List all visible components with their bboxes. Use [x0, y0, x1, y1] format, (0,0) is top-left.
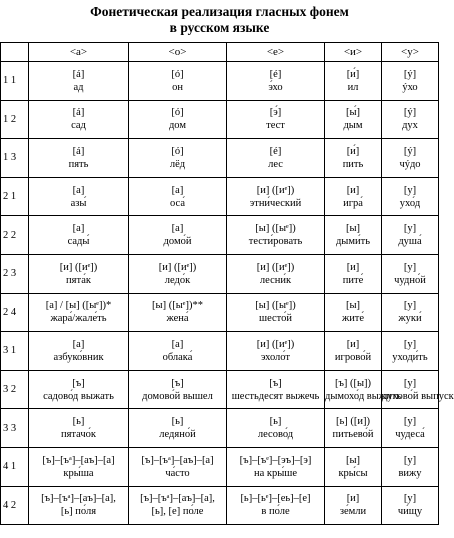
phonetic-transcription: [и] ([иᵉ]): [256, 184, 295, 196]
example-word: азы́: [70, 197, 87, 209]
row-number: 3 1: [1, 332, 29, 371]
table-cell: [382, 139, 439, 178]
example-word: ухо́д: [399, 197, 421, 209]
phonetic-transcription: [á]: [72, 68, 85, 80]
example-word: игрово́й: [334, 351, 372, 363]
table-cell: [29, 177, 129, 216]
example-word: дом: [168, 120, 187, 132]
example-word: тест: [266, 120, 285, 132]
example-word: ледяно́й: [159, 429, 196, 441]
phonetic-transcription: [ы]: [345, 454, 361, 466]
phonetic-transcription: [á]: [72, 145, 85, 157]
example-word: пить: [342, 158, 364, 170]
phonetic-transcription: [ь]: [72, 416, 85, 428]
table-cell: [29, 62, 129, 101]
table-cell: [325, 62, 382, 101]
example-word: эхоло́т: [261, 351, 290, 363]
example-word: жара́/жале́ть: [50, 313, 107, 325]
example-word: домо́й: [163, 236, 192, 248]
header-cell-i: <и>: [325, 43, 382, 62]
phonetic-transcription: [и́]: [346, 145, 360, 157]
phonetic-transcription: [ь]: [269, 416, 282, 428]
example-word: облака́: [162, 351, 193, 363]
table-cell: [227, 254, 325, 293]
table-cell: [325, 177, 382, 216]
table-cell: [129, 254, 227, 293]
header-cell-a: <а>: [29, 43, 129, 62]
example-word: ил: [347, 81, 359, 93]
header-row: [1, 43, 439, 62]
phonetic-transcription: [ь]: [171, 416, 184, 428]
example-word: пятачо́к: [60, 429, 97, 441]
table-cell: [129, 370, 227, 409]
phonetic-transcription: [ó]: [171, 68, 184, 80]
phonetic-transcription: [ь]–[ьᵉ]–[еь]–[е]: [240, 493, 311, 505]
phonetic-transcription: [ý]: [403, 107, 417, 119]
phonetic-transcription: [ó]: [171, 107, 184, 119]
example-word: чудно́й: [394, 274, 426, 286]
phonetic-transcription: [у]: [403, 338, 417, 350]
row-number: 3 2: [1, 370, 29, 409]
phonetic-transcription: [ъ]: [171, 377, 184, 389]
phonetic-transcription: [и́]: [346, 68, 360, 80]
example-word: домово́й вышел: [142, 390, 213, 402]
table-cell: [227, 293, 325, 332]
example-word: жена́: [166, 313, 189, 325]
example-word: игра́: [343, 197, 363, 209]
table-cell: [382, 216, 439, 255]
table-cell: [129, 100, 227, 139]
phonetic-transcription: [ъ]: [72, 377, 85, 389]
table-row: [1, 139, 439, 178]
row-number: 3 3: [1, 409, 29, 448]
example-word: шестьдесят выжечь: [231, 390, 320, 402]
header-cell-o: <о>: [129, 43, 227, 62]
row-number: 2 3: [1, 254, 29, 293]
table-row: [1, 100, 439, 139]
table-cell: [29, 370, 129, 409]
example-word: пята́к: [66, 274, 91, 286]
table-cell: [129, 332, 227, 371]
example-word: [ь] по́ля: [60, 506, 97, 518]
table-cell: [227, 447, 325, 486]
table-cell: [227, 139, 325, 178]
phonetic-transcription: [é]: [269, 145, 282, 157]
table-cell: [227, 486, 325, 525]
phonetic-transcription: [и]: [346, 493, 360, 505]
table-cell: [129, 447, 227, 486]
phonetic-transcription: [ý]: [403, 145, 417, 157]
phonetic-transcription: [ý]: [403, 68, 417, 80]
table-cell: [382, 254, 439, 293]
phonetic-transcription: [а]: [171, 338, 184, 350]
example-word: дух: [402, 120, 418, 132]
header-cell-num: [1, 43, 29, 62]
phonetic-transcription: [á]: [72, 107, 85, 119]
phonetic-transcription: [у]: [403, 377, 417, 389]
table-cell: [325, 370, 402, 409]
table-cell: [325, 447, 382, 486]
phonetic-transcription: [у]: [403, 261, 417, 273]
table-cell: [129, 409, 227, 448]
header-cell-u: <у>: [382, 43, 439, 62]
table-row: [1, 409, 439, 448]
phonetic-transcription: [и]: [346, 184, 360, 196]
phonetic-transcription: [ъ]–[ъᵃ]–[аъ]–[а]: [141, 454, 214, 466]
example-word: жуки́: [398, 313, 422, 325]
table-cell: [129, 216, 227, 255]
table-row: [1, 216, 439, 255]
example-word: пять: [68, 158, 89, 170]
phonetic-transcription: [а]: [171, 223, 184, 235]
example-word: сады́: [67, 236, 90, 248]
example-word: сад: [71, 120, 86, 132]
example-word: оса́: [170, 197, 185, 209]
table-cell: [129, 62, 227, 101]
table-cell: [227, 409, 325, 448]
table-row: [1, 447, 439, 486]
table-row: [1, 177, 439, 216]
table-cell: [129, 486, 227, 525]
phonetic-transcription: [ъ]–[ъᵉ]–[эъ]–[э]: [239, 454, 312, 466]
phonetic-transcription: [а]: [72, 338, 85, 350]
example-word: душа́: [398, 236, 422, 248]
example-word: жите́: [341, 313, 365, 325]
example-word: кры́ша: [63, 467, 94, 479]
phonetic-transcription: [у]: [403, 184, 417, 196]
example-word: в по́ле: [261, 506, 290, 518]
table-cell: [227, 62, 325, 101]
phonetic-transcription: [э́]: [269, 107, 282, 119]
row-number: 2 4: [1, 293, 29, 332]
table-row: [1, 62, 439, 101]
table-cell: [382, 370, 454, 409]
table-cell: [325, 100, 382, 139]
phonetic-transcription: [ы]: [345, 300, 361, 312]
example-word: ад: [73, 81, 84, 93]
table-body: [1, 62, 454, 525]
table-cell: [227, 216, 325, 255]
example-word: лесни́к: [259, 274, 292, 286]
table-cell: [29, 486, 129, 525]
phonetic-transcription: [у]: [403, 223, 417, 235]
table-cell: [382, 409, 439, 448]
example-word: на кры́ше: [253, 467, 298, 479]
title-line-2: в русском языке: [169, 20, 270, 35]
phonetic-transcription: [ъ] ([ы]): [334, 377, 372, 389]
table-cell: [227, 332, 325, 371]
example-word: дыми́ть: [335, 236, 371, 248]
table-cell: [325, 486, 382, 525]
phonetic-transcription: [ъ]: [269, 377, 282, 389]
table-cell: [29, 447, 129, 486]
table-cell: [29, 100, 129, 139]
phonetic-transcription: [у]: [403, 493, 417, 505]
phonetic-transcription: [и]: [346, 261, 360, 273]
example-word: шесто́й: [259, 313, 292, 325]
phonetic-transcription: [ó]: [171, 145, 184, 157]
example-word: вижу: [398, 467, 422, 479]
header-cell-e: <е>: [227, 43, 325, 62]
table-cell: [227, 370, 325, 409]
phonetic-transcription: [и] ([иᵉ]): [158, 261, 197, 273]
table-cell: [129, 177, 227, 216]
table-cell: [382, 332, 439, 371]
table-cell: [227, 177, 325, 216]
row-number: 4 2: [1, 486, 29, 525]
phonetic-transcription: [ы] ([ыᵉ])**: [152, 300, 203, 312]
table-cell: [227, 100, 325, 139]
table-cell: [129, 293, 227, 332]
phonetic-transcription: [é]: [269, 68, 282, 80]
table-cell: [29, 254, 129, 293]
table-cell: [325, 332, 382, 371]
phonetic-transcription: [ъ]–[ъᵃ]–[аъ]–[а],: [41, 493, 116, 505]
phonetic-transcription: [и] ([иᵉ]): [59, 261, 98, 273]
table-row: [1, 293, 439, 332]
phonetic-transcription: [у]: [403, 454, 417, 466]
table-cell: [29, 216, 129, 255]
example-word: дымохо́д выжить: [325, 390, 402, 402]
example-word: э́хо: [268, 81, 283, 93]
row-number: 2 2: [1, 216, 29, 255]
table-cell: [382, 177, 439, 216]
phonetic-transcription: [а]: [72, 184, 85, 196]
table-row: [1, 370, 439, 409]
table-cell: [382, 100, 439, 139]
example-word: ýхо: [402, 81, 418, 93]
example-word: питьево́й: [332, 429, 374, 441]
phonetic-transcription: [ы́]: [345, 107, 361, 119]
phonetic-transcription: [у]: [403, 416, 417, 428]
example-word: лес: [268, 158, 283, 170]
phonetic-transcription: [ъ]–[ъᵃ]–[аъ]–[а],: [140, 493, 215, 505]
example-word: пите́: [342, 274, 364, 286]
table-row: [1, 486, 439, 525]
phonetic-transcription: [ы] ([ыᵉ]): [255, 300, 296, 312]
example-word: чи́щу: [397, 506, 423, 518]
row-number: 2 1: [1, 177, 29, 216]
row-number: 1 3: [1, 139, 29, 178]
example-word: лёд: [169, 158, 186, 170]
phonetic-transcription: [и] ([иᵉ]): [256, 338, 295, 350]
row-number: 1 1: [1, 62, 29, 101]
example-word: духово́й выпуск: [382, 390, 454, 402]
table-row: [1, 332, 439, 371]
vowel-phoneme-table: [0, 42, 454, 525]
example-word: лесово́д: [257, 429, 294, 441]
phonetic-transcription: [ы] ([ыᵉ]): [255, 223, 296, 235]
example-word: уходи́ть: [392, 351, 428, 363]
table-cell: [129, 139, 227, 178]
example-word: [ь], [е] по́ле: [151, 506, 204, 518]
phonetic-transcription: [а]: [72, 223, 85, 235]
example-word: кры́сы: [338, 467, 368, 479]
title-line-1: Фонетическая реализация гласных фонем: [90, 4, 349, 19]
phonetic-transcription: [у]: [403, 300, 417, 312]
phonetic-transcription: [и]: [346, 338, 360, 350]
table-row: [1, 254, 439, 293]
example-word: ча́сто: [165, 467, 190, 479]
table-cell: [325, 293, 382, 332]
table-cell: [29, 293, 129, 332]
table-cell: [382, 447, 439, 486]
phonetic-transcription: [ъ]–[ъᵃ]–[аъ]–[а]: [42, 454, 115, 466]
table-cell: [29, 409, 129, 448]
example-word: дым: [343, 120, 363, 132]
table-cell: [29, 332, 129, 371]
phonetic-transcription: [ы]: [345, 223, 361, 235]
table-cell: [382, 62, 439, 101]
table-cell: [325, 254, 382, 293]
table-title: [0, 4, 439, 36]
table-cell: [382, 293, 439, 332]
example-word: этни́ческий: [249, 197, 302, 209]
table-cell: [325, 216, 382, 255]
example-word: чудеса́: [395, 429, 425, 441]
table-cell: [29, 139, 129, 178]
example-word: он: [172, 81, 183, 93]
example-word: ледо́к: [164, 274, 191, 286]
example-word: зе́мли: [339, 506, 367, 518]
phonetic-transcription: [а] / [ы] ([ыᵉ])*: [45, 300, 112, 312]
example-word: садово́д выжать: [43, 390, 114, 402]
table-cell: [382, 486, 439, 525]
row-number: 1 2: [1, 100, 29, 139]
row-number: 4 1: [1, 447, 29, 486]
phonetic-transcription: [а]: [171, 184, 184, 196]
phonetic-transcription: [и] ([иᵉ]): [256, 261, 295, 273]
example-word: чýдо: [399, 158, 421, 170]
table-cell: [325, 139, 382, 178]
example-word: тести́ровать: [248, 236, 303, 248]
table-cell: [325, 409, 382, 448]
phonetic-transcription: [ь] ([и]): [335, 416, 370, 428]
example-word: азбуко́вник: [53, 351, 104, 363]
